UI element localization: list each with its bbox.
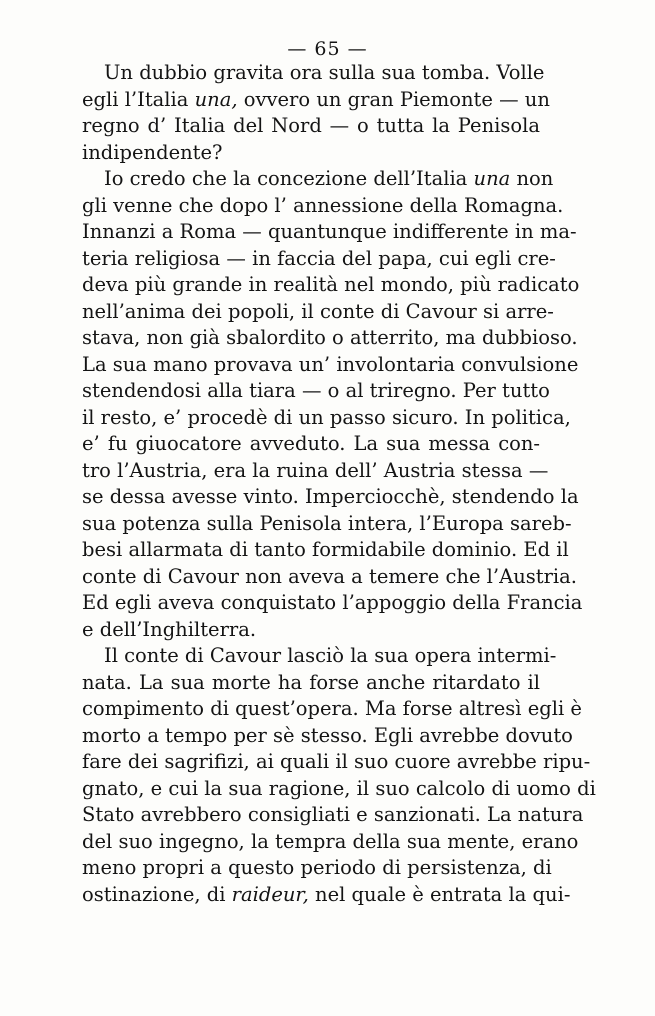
text-line [82,802,584,829]
text-segment: non [510,167,554,190]
text-line [82,537,569,564]
text-segment: La sua mano provava un’ involontaria convulsione [82,352,579,376]
text-line [82,829,579,856]
text-line [82,166,554,193]
text-segment: e dell’Inghilterra. [82,617,257,641]
text-segment: nell’anima dei popoli, il conte di Cavour si arre- [82,299,554,323]
text-line [82,564,577,591]
text-line [82,590,583,617]
text-segment: Un dubbio gravita ora sulla sua tomba. Volle [104,61,545,84]
text-line [82,484,579,511]
text-line [82,458,549,485]
italic-word: una [473,167,511,190]
text-line [82,431,540,458]
body-text [82,60,596,908]
text-segment: morto a tempo per sè stesso. Egli avrebbe dovuto [82,723,573,747]
text-line [82,511,572,538]
text-line [82,643,557,670]
text-segment: regno d’ Italia del Nord — o tutta la Penisola [82,114,540,137]
text-segment: Il conte di Cavour lasciò la sua opera intermi- [104,644,557,667]
text-line [82,272,580,299]
text-segment: Ed egli aveva conquistato l’appoggio della Francia [82,591,583,614]
text-line [82,882,571,909]
text-segment: e’ fu giuocatore avveduto. La sua messa con- [82,432,540,455]
text-line [82,246,556,273]
text-segment: ovvero un gran Piemonte — un [237,87,550,111]
text-segment: Innanzi a Roma — quantunque indifferente in ma- [82,220,577,243]
text-line [82,140,540,167]
text-line [82,299,554,326]
text-line [82,60,545,87]
text-segment: gnato, e cui la sua ragione, il suo calcolo di uomo di [82,776,596,800]
text-segment: ostinazione, di [82,882,232,906]
text-line [82,193,564,220]
text-line [82,352,579,379]
italic-word: raideur, [231,882,309,906]
text-line [82,855,552,882]
italic-word: una, [194,87,238,111]
text-line [82,405,571,432]
text-line [82,219,577,246]
text-segment: nata. La sua morte ha forse anche ritardato il [82,670,540,694]
text-segment: teria religiosa — in faccia del papa, cui egli cre- [82,246,556,270]
text-line [82,325,578,352]
text-line [82,87,550,114]
text-segment: del suo ingegno, la tempra della sua mente, erano [82,829,579,853]
text-segment: conte di Cavour non aveva a temere che l’Austria. [82,564,577,588]
text-segment: nel quale è entrata la qui- [308,882,571,906]
text-segment: stendendosi alla tiara — o al triregno. Per tutto [82,379,550,402]
text-segment: sua potenza sulla Penisola intera, l’Europa sareb- [82,511,572,535]
text-segment: gli venne che dopo l’ annessione della Romagna. [82,193,564,217]
text-segment: fare dei sagrifizi, ai quali il suo cuore avrebbe ripu- [82,750,591,773]
page-number: — 65 — [287,38,368,60]
text-segment: se dessa avesse vinto. Imperciocchè, stendendo la [82,485,579,508]
text-segment: egli l’Italia [82,87,195,111]
text-segment: compimento di quest’opera. Ma forse altresì egli è [82,697,582,720]
text-line [82,723,573,750]
text-line [82,617,540,644]
text-segment: il resto, e’ procedè di un passo sicuro. In politica, [82,405,571,429]
text-segment: meno propri a questo periodo di persistenza, di [82,856,552,879]
text-segment: stava, non già sbalordito o atterrito, ma dubbioso. [82,326,578,349]
text-line [82,670,540,697]
text-segment: Io credo che la concezione dell’Italia [104,167,474,190]
text-segment: indipendente? [82,140,223,164]
text-line [82,113,540,140]
text-line [82,696,582,723]
text-line [82,776,596,803]
text-segment: deva più grande in realità nel mondo, più radicato [82,273,580,296]
text-segment: besi allarmata di tanto formidabile dominio. Ed il [82,538,569,561]
text-line [82,378,550,405]
text-line [82,749,591,776]
text-segment: Stato avrebbero consigliati e sanzionati. La natura [82,803,584,826]
text-segment: tro l’Austria, era la ruina dell’ Austria stessa — [82,458,549,482]
